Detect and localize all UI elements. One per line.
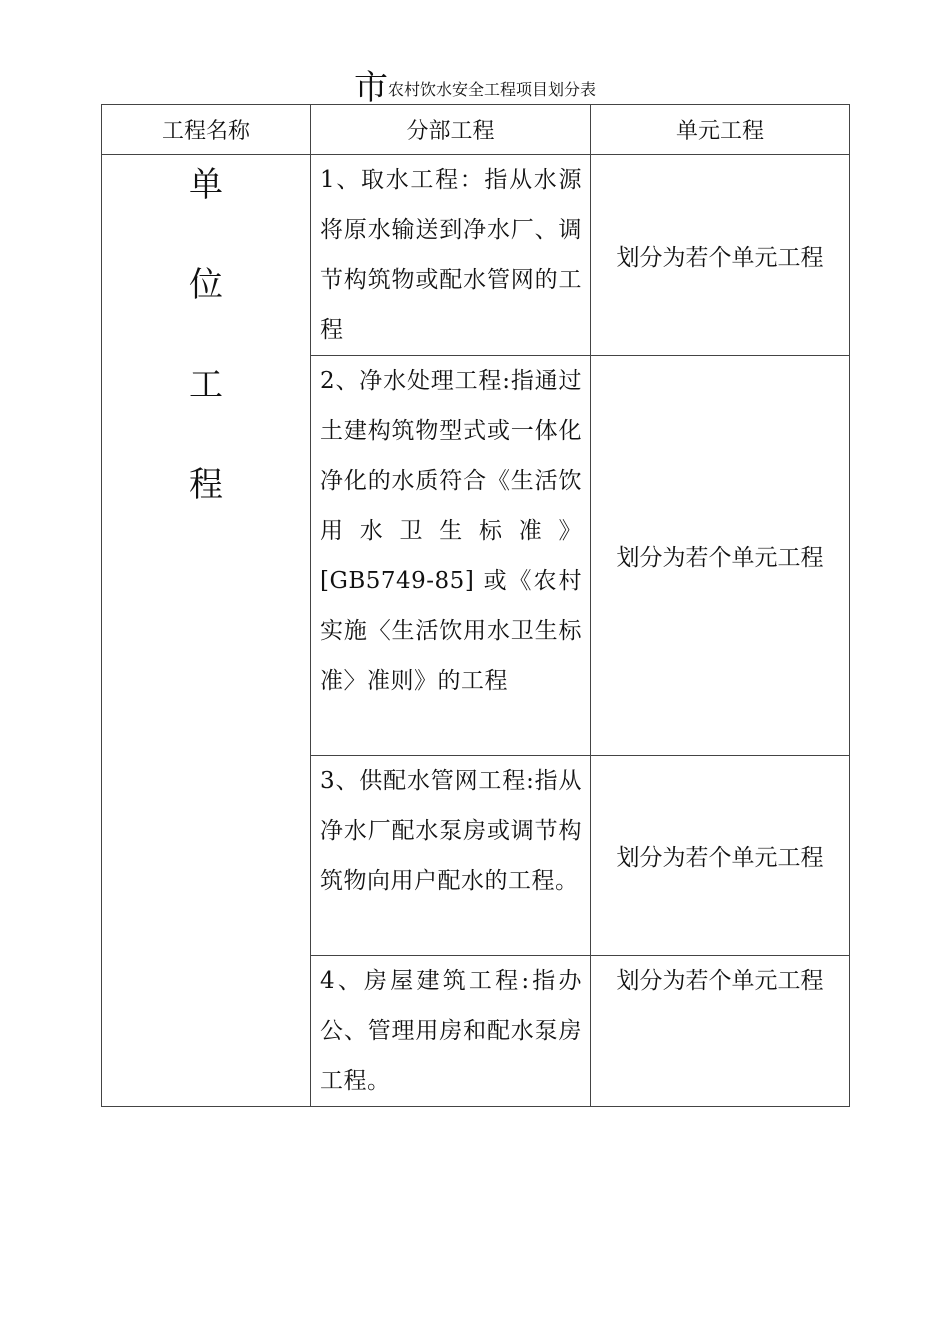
unit-division-cell: 划分为若个单元工程: [591, 956, 850, 1107]
title-city-char: 市: [353, 68, 388, 108]
table-row: [102, 155, 850, 356]
unit-division-cell: 划分为若个单元工程: [591, 756, 850, 956]
document-title: [0, 60, 950, 109]
unit-division-cell: 划分为若个单元工程: [591, 356, 850, 756]
title-text: 农村饮水安全工程项目划分表: [387, 80, 596, 99]
project-division-table: [101, 104, 850, 1107]
sub-project-cell: [311, 756, 591, 956]
unit-label-char: 程: [189, 465, 223, 505]
header-sub-project: 分部工程: [311, 105, 591, 155]
unit-label-char: 单: [189, 165, 223, 205]
sub-project-text: 4、房屋建筑工程:指办公、管理用房和配水泵房工程。: [320, 968, 582, 1094]
sub-project-cell: [311, 956, 591, 1107]
header-project-name: 工程名称: [102, 105, 311, 155]
unit-division-cell: 划分为若个单元工程: [591, 155, 850, 356]
unit-project-cell: [102, 155, 311, 1107]
header-unit-project: 单元工程: [591, 105, 850, 155]
sub-project-cell: [311, 155, 591, 356]
unit-label-char: 位: [189, 265, 223, 305]
sub-project-text: 3、供配水管网工程:指从净水厂配水泵房或调节构筑物向用户配水的工程。: [320, 768, 582, 894]
sub-project-text: 2、净水处理工程:指通过土建构筑物型式或一体化净化的水质符合《生活饮用水卫生标准》 [GB5749-85] 或《农村实施〈生活饮用水卫生标准〉准则》的工程: [320, 368, 582, 694]
unit-label-char: 工: [189, 365, 223, 405]
sub-project-cell: [311, 356, 591, 756]
sub-project-text: 1、取水工程：指从水源将原水输送到净水厂、调节构筑物或配水管网的工程: [320, 167, 582, 343]
